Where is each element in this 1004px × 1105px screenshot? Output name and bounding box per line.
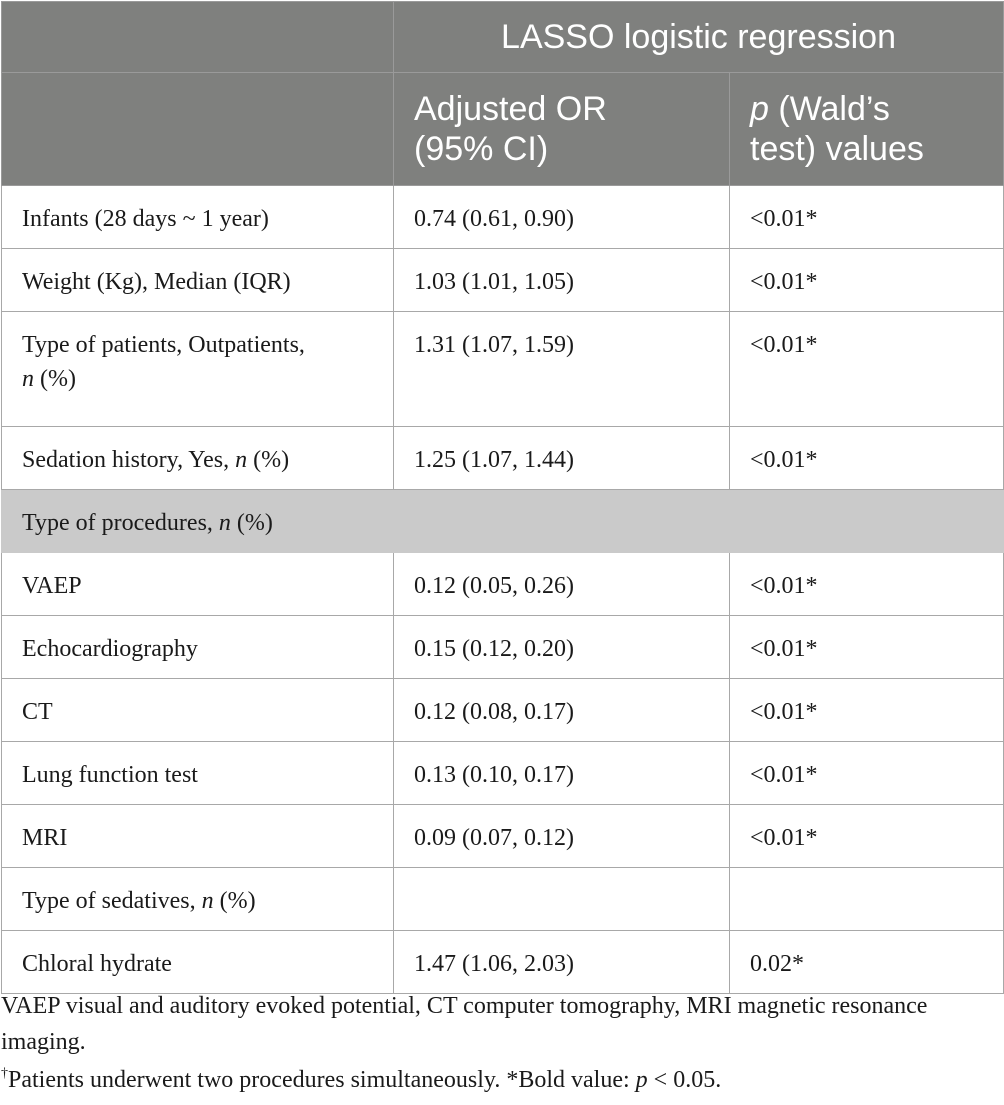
- row-or: 0.12 (0.05, 0.26): [394, 553, 730, 616]
- row-or: 1.31 (1.07, 1.59): [394, 312, 730, 427]
- row-p: <0.01*: [730, 679, 1004, 742]
- table-row: [2, 186, 1004, 249]
- section-row-procedures: [2, 490, 1004, 553]
- header-p-value: [730, 73, 1004, 186]
- table-row: [2, 805, 1004, 868]
- section-label-text: Type of procedures,: [22, 510, 219, 536]
- row-label: CT: [2, 679, 394, 742]
- regression-table: [1, 1, 1004, 994]
- header-empty-cell: [2, 73, 394, 186]
- row-p: <0.01*: [730, 186, 1004, 249]
- row-label-line1: Type of patients, Outpatients,: [22, 332, 305, 358]
- header-p-line1: (Wald’s: [768, 90, 890, 128]
- row-label: Infants (28 days ~ 1 year): [2, 186, 394, 249]
- header-or-line1: Adjusted OR: [414, 90, 607, 128]
- row-label-text: Sedation history, Yes,: [22, 447, 236, 473]
- header-empty-cell: [2, 2, 394, 73]
- row-or: 0.15 (0.12, 0.20): [394, 616, 730, 679]
- row-or: 1.25 (1.07, 1.44): [394, 427, 730, 490]
- row-p: <0.01*: [730, 616, 1004, 679]
- row-or: 0.13 (0.10, 0.17): [394, 742, 730, 805]
- row-label-line2: (%): [34, 366, 76, 392]
- row-or: 1.47 (1.06, 2.03): [394, 931, 730, 994]
- header-p-line2: test) values: [750, 130, 924, 168]
- section-label-text: (%): [230, 510, 273, 536]
- table-row: [2, 312, 1004, 427]
- table-row: [2, 553, 1004, 616]
- header-or-line2: (95% CI): [414, 130, 549, 168]
- row-or: 0.74 (0.61, 0.90): [394, 186, 730, 249]
- row-p: <0.01*: [730, 427, 1004, 490]
- row-p: <0.01*: [730, 249, 1004, 312]
- row-label: VAEP: [2, 553, 394, 616]
- footnote: [1, 1062, 991, 1098]
- row-label: [2, 868, 394, 931]
- abbreviations-note: VAEP visual and auditory evoked potential, CT computer tomography, MRI magnetic resonance imaging.: [1, 993, 928, 1055]
- row-label: Weight (Kg), Median (IQR): [2, 249, 394, 312]
- table-row: [2, 679, 1004, 742]
- table-row: [2, 427, 1004, 490]
- header-group-title: LASSO logistic regression: [394, 2, 1004, 73]
- section-label-n: n: [218, 510, 231, 536]
- row-label: Chloral hydrate: [2, 931, 394, 994]
- row-label-n: n: [201, 888, 214, 914]
- row-p: <0.01*: [730, 553, 1004, 616]
- footnote-p: p: [635, 1067, 648, 1093]
- row-p: [730, 868, 1004, 931]
- row-label-text: (%): [213, 888, 256, 914]
- row-p: 0.02*: [730, 931, 1004, 994]
- row-label: Echocardiography: [2, 616, 394, 679]
- table-notes: [1, 988, 991, 1098]
- row-label: Lung function test: [2, 742, 394, 805]
- row-label: MRI: [2, 805, 394, 868]
- footnote-text: Patients underwent two procedures simultaneously. *Bold value:: [8, 1067, 636, 1093]
- table-row: [2, 742, 1004, 805]
- row-or: 0.09 (0.07, 0.12): [394, 805, 730, 868]
- row-p: <0.01*: [730, 742, 1004, 805]
- row-label-text: (%): [247, 447, 290, 473]
- row-or: 0.12 (0.08, 0.17): [394, 679, 730, 742]
- table-row: [2, 249, 1004, 312]
- header-adjusted-or: [394, 73, 730, 186]
- row-label: [2, 312, 394, 427]
- row-p: <0.01*: [730, 805, 1004, 868]
- row-label-n: n: [22, 366, 34, 392]
- row-label: [2, 427, 394, 490]
- section-label: [2, 490, 1004, 553]
- table-row-sedatives-heading: [2, 868, 1004, 931]
- table-row: [2, 931, 1004, 994]
- header-p-italic: p: [750, 90, 769, 128]
- row-p: <0.01*: [730, 312, 1004, 427]
- row-label-n: n: [235, 447, 248, 473]
- table-row: [2, 616, 1004, 679]
- dagger-mark: †: [1, 1066, 8, 1081]
- footnote-text: < 0.05.: [647, 1067, 722, 1093]
- row-or: 1.03 (1.01, 1.05): [394, 249, 730, 312]
- row-label-text: Type of sedatives,: [22, 888, 202, 914]
- row-or: [394, 868, 730, 931]
